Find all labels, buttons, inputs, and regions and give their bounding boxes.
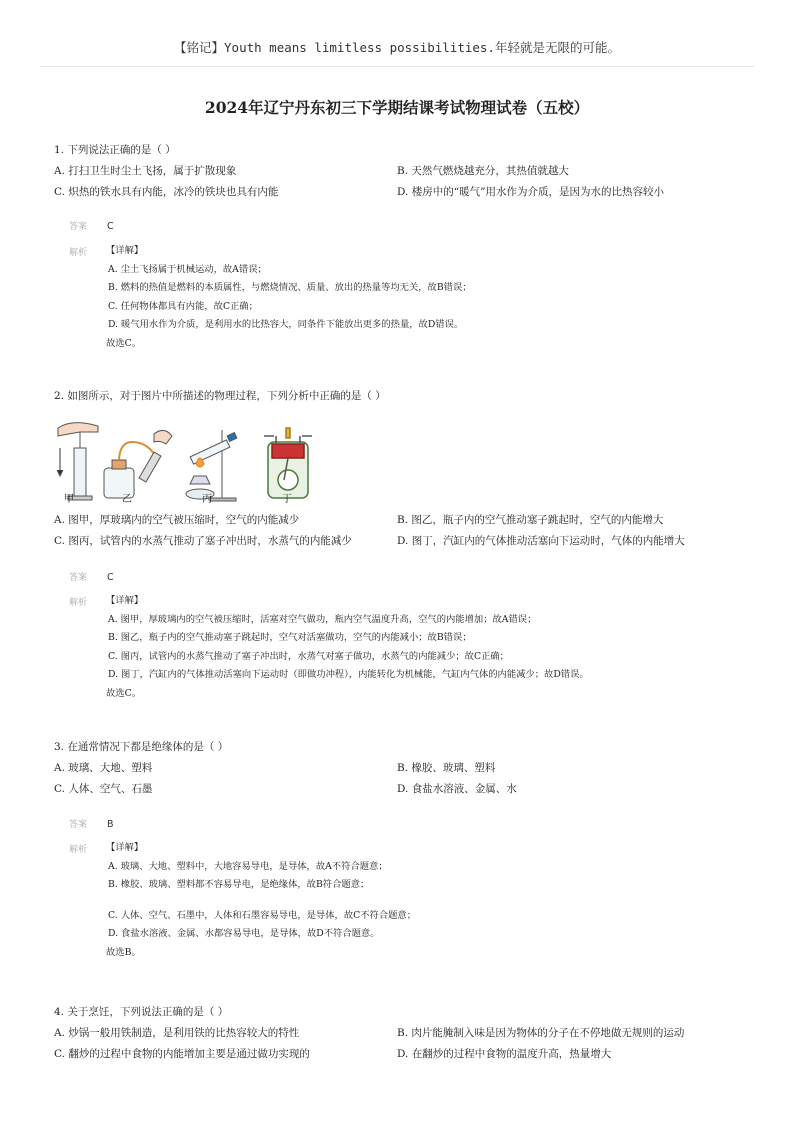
analysis-line: A. 图甲，厚玻璃内的空气被压缩时，活塞对空气做功，瓶内空气温度升高，空气的内能增加；故A错误；	[108, 613, 537, 625]
analysis-line: C. 人体、空气、石墨中，人体和石墨容易导电，是导体，故C不符合题意；	[108, 909, 417, 921]
question-1	[54, 144, 754, 354]
answer-value: B	[107, 819, 114, 830]
analysis-text	[106, 839, 416, 962]
question-2	[54, 390, 754, 710]
analysis-line: 故选C。	[106, 687, 142, 699]
option-c: C. 图丙，试管内的水蒸气推动了塞子冲出时，水蒸气的内能减少	[54, 535, 352, 547]
figure-label-yi: 乙	[122, 494, 132, 505]
option-b: B. 图乙，瓶子内的空气推动塞子跳起时，空气的内能增大	[397, 514, 664, 526]
analysis-label: 解析	[69, 598, 88, 608]
option-b: B. 天然气燃烧越充分，其热值就越大	[397, 165, 569, 177]
analysis-line: C. 任何物体都具有内能，故C正确；	[108, 300, 258, 312]
option-d: D. 图丁，汽缸内的气体推动活塞向下运动时，气体的内能增大	[397, 535, 685, 547]
question-stem: 1. 下列说法正确的是（ ）	[54, 144, 176, 156]
figure-label-bing: 丙	[202, 494, 212, 505]
option-a: A. 玻璃、大地、塑料	[54, 762, 153, 774]
option-c: C. 人体、空气、石墨	[54, 783, 153, 795]
analysis-line: B. 图乙，瓶子内的空气推动塞子跳起时，空气对活塞做功，空气的内能减小；故B错误；	[108, 632, 472, 643]
figure-panel	[50, 414, 380, 508]
analysis-line: A. 玻璃、大地、塑料中，大地容易导电，是导体，故A不符合题意；	[108, 860, 388, 872]
answer-label: 答案	[69, 573, 88, 583]
answer-value: C	[107, 572, 114, 583]
analysis-line: D. 食盐水溶液、金属、水都容易导电，是导体，故D不符合题意。	[108, 928, 380, 939]
question-3	[54, 741, 754, 971]
option-d: D. 在翻炒的过程中食物的温度升高，热量增大	[397, 1048, 612, 1060]
analysis-label: 解析	[69, 845, 88, 855]
analysis-line: 【详解】	[106, 245, 144, 256]
analysis-line: 【详解】	[106, 842, 144, 853]
analysis-line: C. 图丙，试管内的水蒸气推动了塞子冲出时，水蒸气对塞子做功，水蒸气的内能减少；故C正确；	[108, 650, 509, 662]
option-d: D. 食盐水溶液、金属、水	[397, 783, 517, 795]
question-stem: 4. 关于烹饪，下列说法正确的是（ ）	[54, 1006, 229, 1018]
analysis-line: 故选C。	[106, 337, 142, 349]
option-c: C. 炽热的铁水具有内能，冰冷的铁块也具有内能	[54, 186, 279, 198]
header-motto: 【铭记】Youth means limitless possibilities.年轻就是无限的可能。	[174, 40, 620, 55]
question-stem: 3. 在通常情况下都是绝缘体的是（ ）	[54, 741, 229, 753]
analysis-line: D. 暖气用水作为介质，是利用水的比热容大，同条件下能放出更多的热量，故D错误。	[108, 319, 464, 330]
option-a: A. 图甲，厚玻璃内的空气被压缩时，空气的内能减少	[54, 514, 300, 526]
header-divider	[40, 66, 754, 67]
option-b: B. 橡胶、玻璃、塑料	[397, 762, 496, 774]
analysis-line	[106, 895, 416, 907]
analysis-label: 解析	[69, 248, 88, 258]
option-a: A. 打扫卫生时尘土飞扬，属于扩散现象	[54, 165, 237, 177]
figure-label-jia: 甲	[64, 494, 74, 505]
physics-apparatus-illustration	[50, 414, 380, 508]
option-c: C. 翻炒的过程中食物的内能增加主要是通过做功实现的	[54, 1048, 310, 1060]
answer-value: C	[107, 221, 114, 232]
analysis-line: 故选B。	[106, 946, 141, 958]
option-b: B. 肉片能腌制入味是因为物体的分子在不停地做无规则的运动	[397, 1027, 685, 1039]
question-stem: 2. 如图所示，对于图片中所描述的物理过程，下列分析中正确的是（ ）	[54, 390, 386, 402]
option-d: D. 楼房中的“暖气”用水作为介质，是因为水的比热容较小	[397, 186, 664, 198]
page-title: 2024年辽宁丹东初三下学期结课考试物理试卷（五校）	[204, 98, 590, 117]
analysis-line: B. 橡胶、玻璃、塑料都不容易导电，是绝缘体，故B符合题意；	[108, 879, 370, 890]
analysis-line: 【详解】	[106, 595, 144, 606]
analysis-line: A. 尘土飞扬属于机械运动，故A错误；	[108, 263, 267, 275]
figure-label-ding: 丁	[282, 494, 292, 505]
analysis-line: D. 图丁，汽缸内的气体推动活塞向下运动时（即做功冲程），内能转化为机械能，气缸内气体的内能减少；故D错误。	[108, 669, 589, 680]
answer-label: 答案	[69, 820, 88, 830]
option-a: A. 炒锅一般用铁制造，是利用铁的比热容较大的特性	[54, 1027, 300, 1039]
analysis-text	[106, 592, 589, 703]
analysis-text	[106, 242, 472, 353]
answer-label: 答案	[69, 222, 88, 232]
question-4	[54, 1006, 754, 1076]
analysis-line: B. 燃料的热值是燃料的本质属性，与燃烧情况、质量、放出的热量等均无关，故B错误；	[108, 282, 472, 293]
